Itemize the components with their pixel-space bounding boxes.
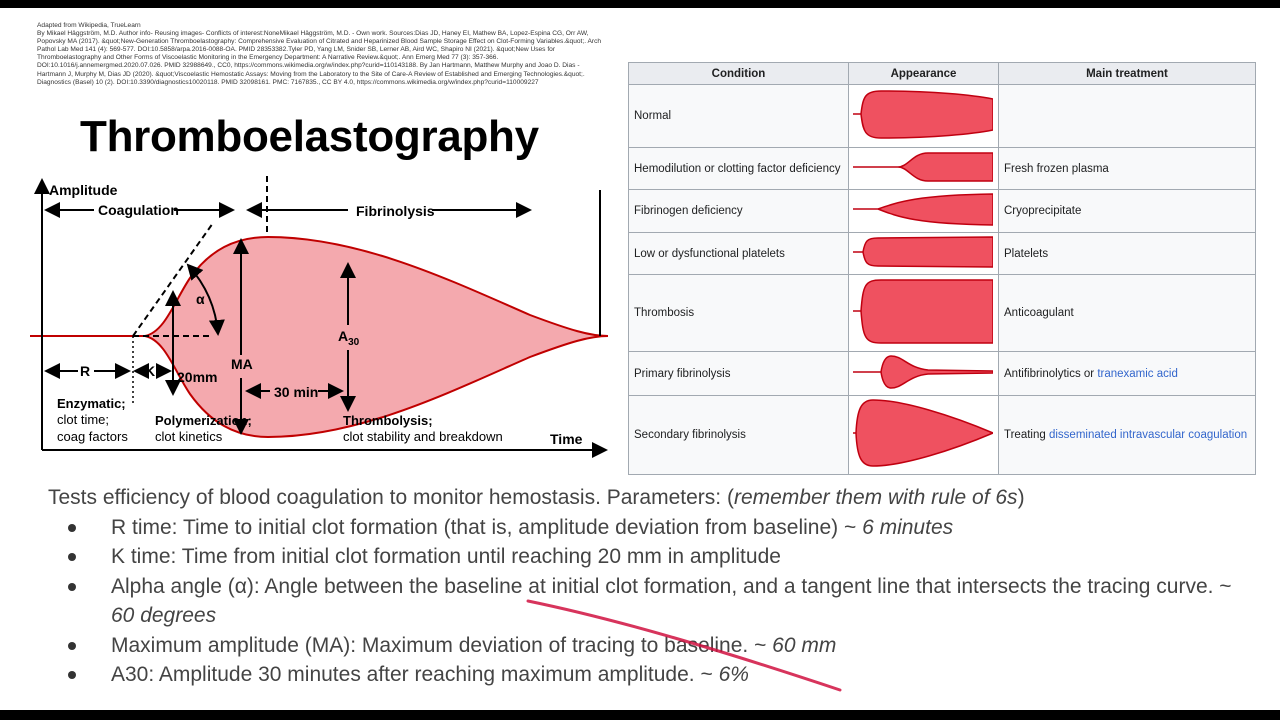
polymerization-label: Polymerization; — [155, 413, 252, 428]
bullet-r-time: R time: Time to initial clot formation (that is, amplitude deviation from baseline) ~ 6 minutes — [68, 513, 1248, 543]
treatment-cell: Fresh frozen plasma — [999, 148, 1256, 190]
treatment-text: Treating — [1004, 429, 1049, 441]
appearance-cell — [849, 396, 999, 475]
30min-label: 30 min — [274, 384, 319, 400]
slide-title: Thromboelastography — [80, 112, 539, 161]
coag-factors-label: coag factors — [57, 429, 128, 444]
credits-text: By Mikael Häggström, M.D. Author info- Reusing images- Conflicts of interest:NoneMikael Häggström, M.D. - Own work. Sources:Dias JD, Haney EI, Mathew BA, Lopez-Espina CG, Orr AW, Popovsky MA (2017). &quot;New-Generation Thromboelastography: Comprehensive Evaluation of Citrated and Heparinized Blood Sample Storage Effect on Clot-Forming Variables.&quot;. Arch Pathol Lab Med 141 (4): 569-577. DOI:10.5858/arpa.2016-0088-OA. PMID 28353382.Tyler PD, Yang LM, Snider SB, Lerner AB, Aird WC, Shapiro NI (2021). &quot;New Uses for Thromboelastography and Other Forms of Viscoelastic Monitoring in the Emergency Department: A Narrative Review.&quot;. Ann Emerg Med 77 (3): 357-366. DOI:10.1016/j.annemergmed.2020.07.026. PMID 32988649., CC0, https://commons.wikimedia.org/w/index.php?curid=110143188. By Jan Hartmann, Matthew Murphy and Joao D. Dias - Hartmann J, Murphy M, Dias JD (2020). &quot;Viscoelastic Hemostatic Assays: Moving from the Laboratory to the Site of Care-A Review of Established and Emerging Technologies.&quot;. Diagnostics (Basel) 10 (2). DOI:10.3390/diagnostics10020118. PMID 32098161. PMC: 7167835., CC BY 4.0, https://commons.wikimedia.org/w/index.php?curid=110009227 — [37, 30, 602, 86]
alpha-label: α — [196, 291, 205, 307]
tracing-primary-fibrinolysis — [853, 354, 993, 390]
treatment-cell — [999, 85, 1256, 148]
condition-cell: Fibrinogen deficiency — [629, 190, 849, 233]
condition-cell: Normal — [629, 85, 849, 148]
clot-time-label: clot time; — [57, 412, 110, 427]
intro-text: Tests efficiency of blood coagulation to monitor hemostasis. Parameters: (remember them with rule of 6s) — [48, 486, 1025, 509]
credits — [37, 22, 602, 87]
fibrinolysis-label: Fibrinolysis — [356, 203, 435, 219]
appearance-cell — [849, 85, 999, 148]
parameter-list — [68, 513, 1248, 690]
table-row — [629, 396, 1256, 475]
header-condition: Condition — [629, 63, 849, 85]
k-label: K — [145, 363, 156, 379]
header-treatment: Main treatment — [999, 63, 1256, 85]
bullet-alpha-angle: Alpha angle (α): Angle between the baseline at initial clot formation, and a tangent line that intersects the tracing curve. ~ 60 degrees — [68, 572, 1248, 631]
treatment-text: Antifibrinolytics or — [1004, 367, 1098, 380]
bullet-max-amplitude: Maximum amplitude (MA): Maximum deviation of tracing to baseline. ~ 60 mm — [68, 631, 1248, 661]
enzymatic-label: Enzymatic; — [57, 396, 126, 411]
tracing-platelets — [853, 235, 993, 269]
condition-cell: Secondary fibrinolysis — [629, 396, 849, 475]
dic-link[interactable]: disseminated intravascular coagulation — [1048, 429, 1248, 441]
treatment-cell — [999, 396, 1256, 475]
slide-body — [48, 483, 1248, 690]
time-label: Time — [550, 431, 583, 447]
condition-cell: Thrombosis — [629, 275, 849, 352]
clot-stability-label: clot stability and breakdown — [343, 429, 503, 444]
condition-cell: Hemodilution or clotting factor deficiency — [629, 148, 849, 190]
teg-conditions-table — [628, 62, 1256, 475]
appearance-cell — [849, 233, 999, 275]
tracing-hemodilution — [853, 150, 993, 184]
table-row — [629, 148, 1256, 190]
20mm-label: 20mm — [177, 369, 218, 385]
treatment-cell: Cryoprecipitate — [999, 190, 1256, 233]
bullet-a30: A30: Amplitude 30 minutes after reaching maximum amplitude. ~ 6% — [68, 660, 1248, 690]
tracing-thrombosis — [853, 277, 993, 346]
header-appearance: Appearance — [849, 63, 999, 85]
credits-source: Adapted from Wikipedia, TrueLearn — [37, 22, 141, 29]
table-row — [629, 352, 1256, 396]
tranexamic-acid-link[interactable]: tranexamic acid — [1097, 367, 1178, 380]
amplitude-label: Amplitude — [49, 182, 118, 198]
bullet-k-time: K time: Time from initial clot formation until reaching 20 mm in amplitude — [68, 542, 1248, 572]
clot-kinetics-label: clot kinetics — [155, 429, 223, 444]
condition-cell: Primary fibrinolysis — [629, 352, 849, 396]
tracing-fibrinogen — [853, 192, 993, 227]
table-row — [629, 85, 1256, 148]
treatment-cell: Platelets — [999, 233, 1256, 275]
appearance-cell — [849, 275, 999, 352]
tracing-normal — [853, 87, 993, 142]
table-row — [629, 233, 1256, 275]
thrombolysis-label: Thrombolysis; — [343, 413, 433, 428]
treatment-cell — [999, 352, 1256, 396]
table-row — [629, 190, 1256, 233]
condition-cell: Low or dysfunctional platelets — [629, 233, 849, 275]
treatment-cell: Anticoagulant — [999, 275, 1256, 352]
appearance-cell — [849, 148, 999, 190]
table-row — [629, 275, 1256, 352]
teg-diagram — [30, 170, 620, 460]
appearance-cell — [849, 190, 999, 233]
appearance-cell — [849, 352, 999, 396]
a30-label: $A_{30}$ — [338, 328, 360, 348]
r-label: R — [80, 363, 91, 379]
tracing-secondary-fibrinolysis — [853, 398, 993, 469]
coagulation-label: Coagulation — [98, 202, 179, 218]
ma-label: MA — [231, 356, 253, 372]
